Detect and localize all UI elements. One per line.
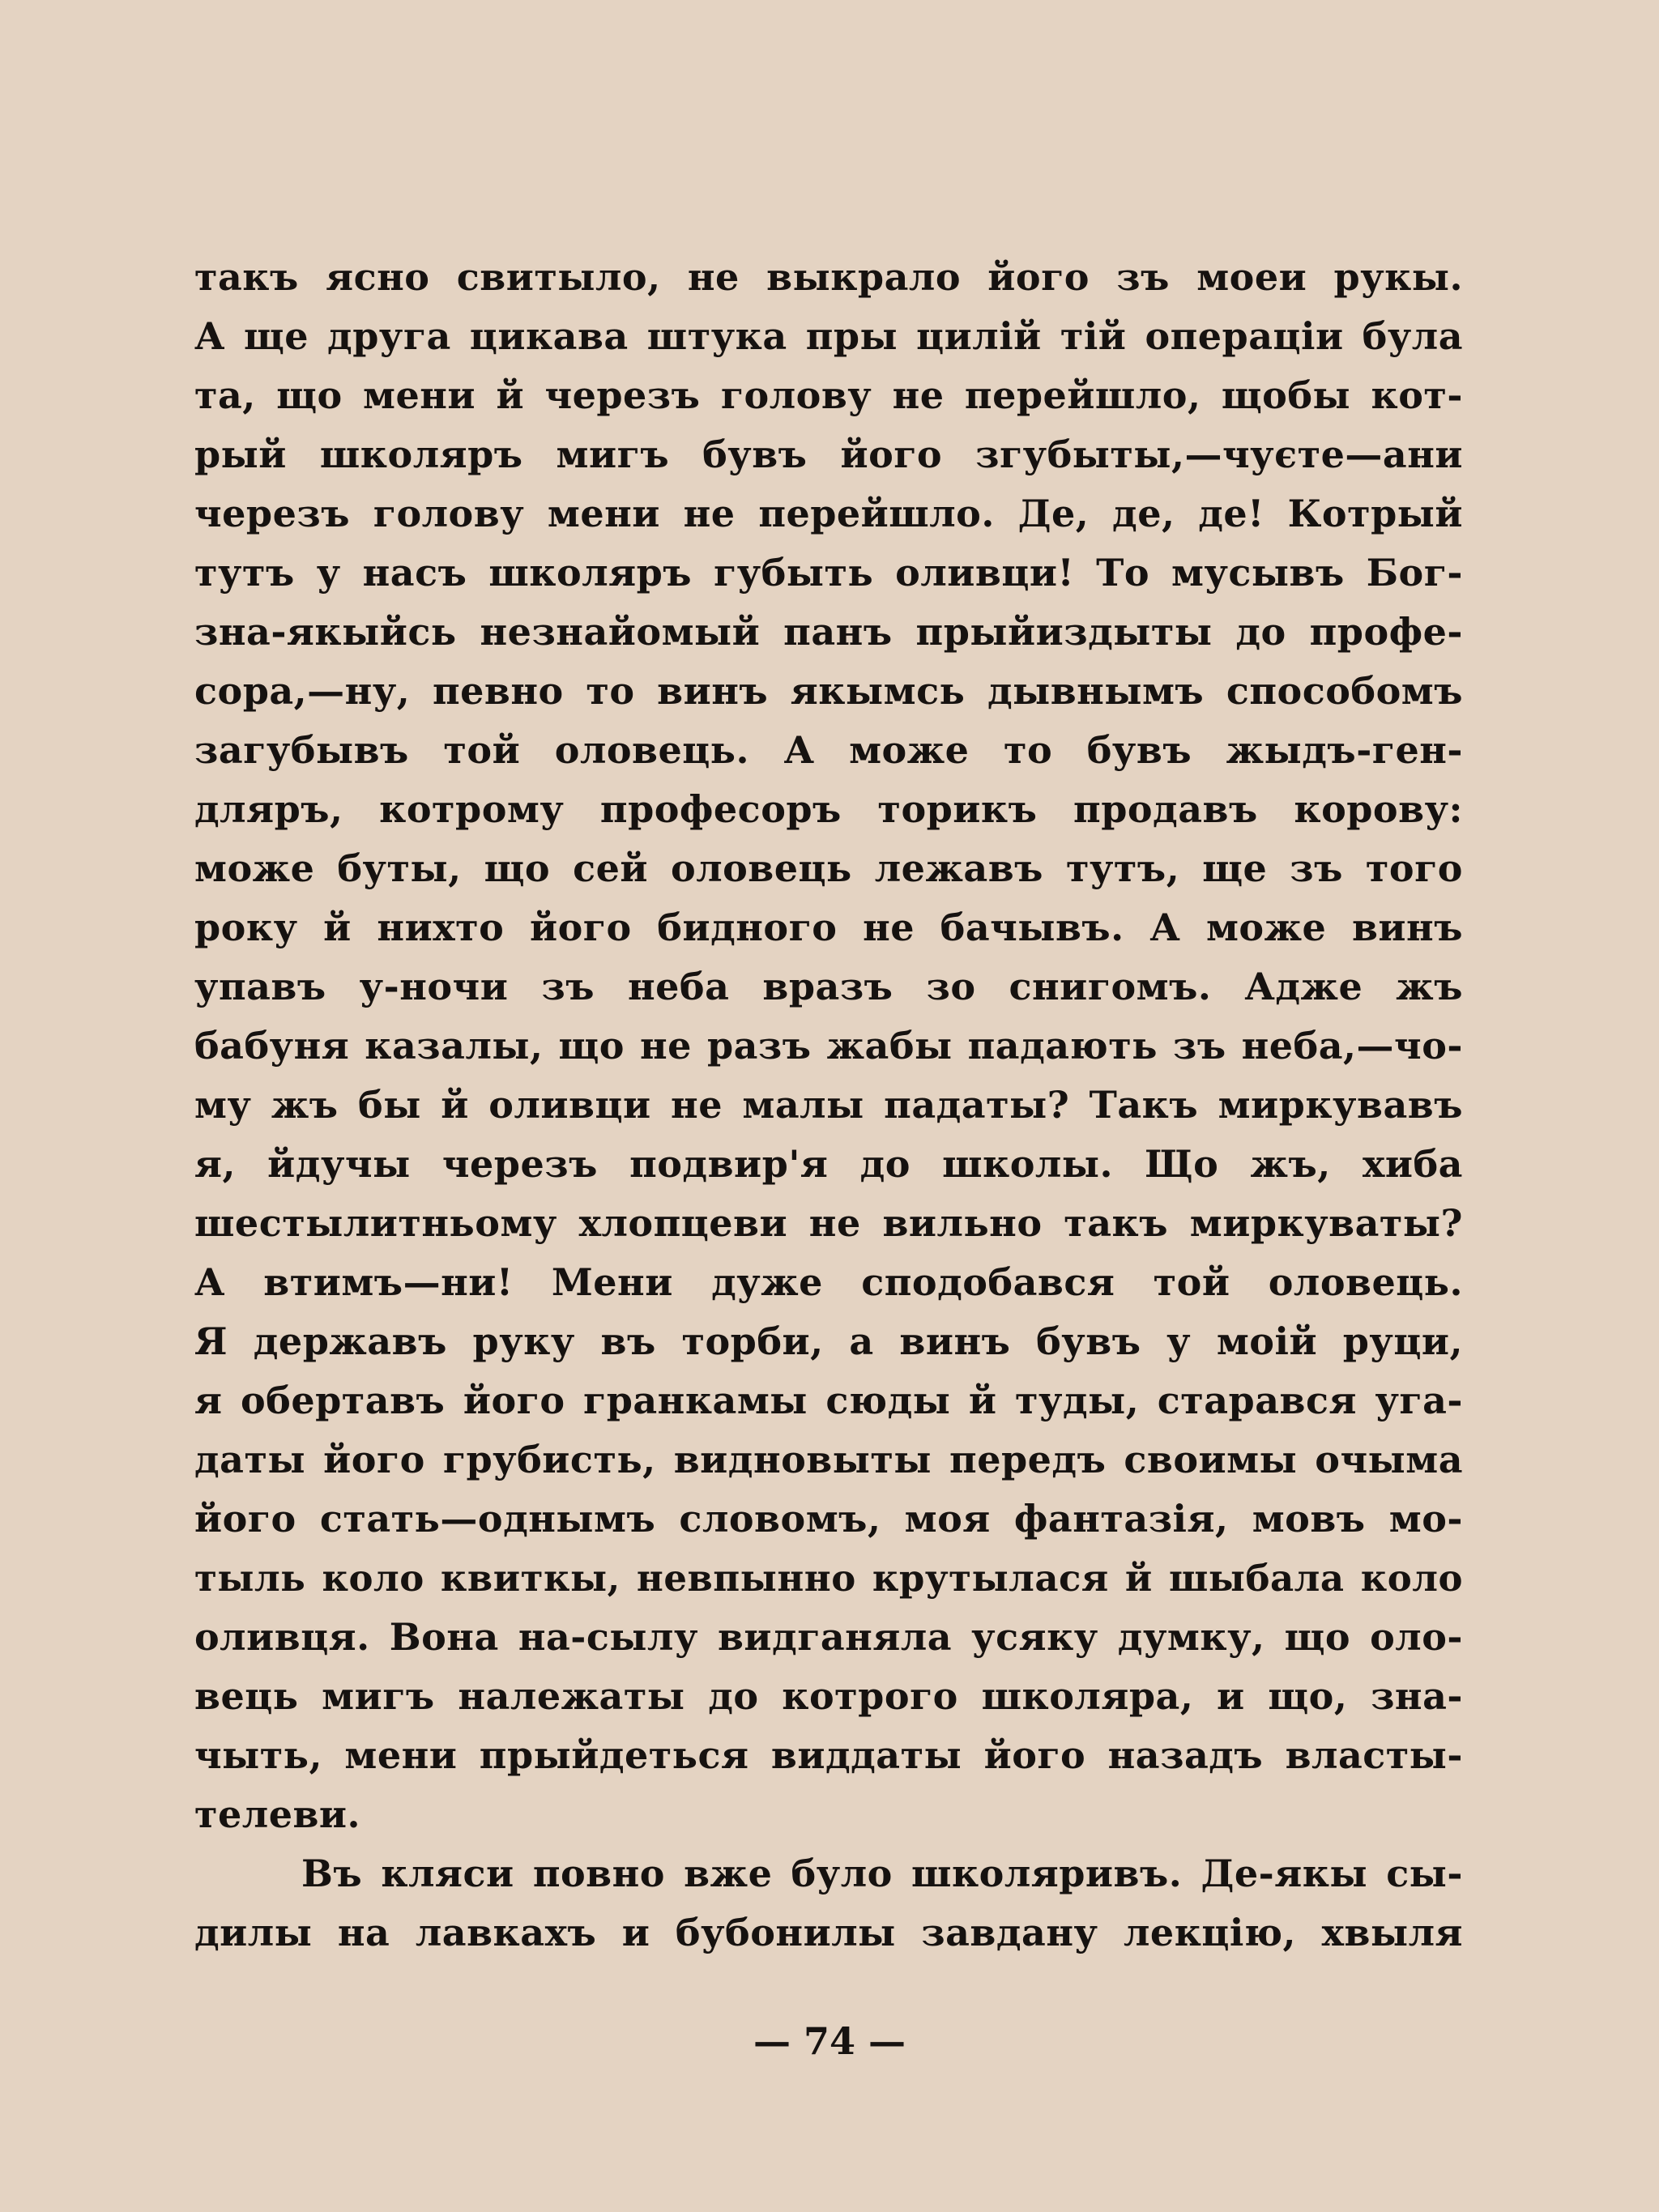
text-line: я обертавъ його гранкамы сюды й туды, старався уга- [194, 1379, 1463, 1422]
text-line: дляръ, котрому професоръ торикъ продавъ корову: [194, 787, 1463, 831]
body-text [194, 248, 1463, 1963]
text-line: му жъ бы й оливци не малы падаты? Такъ миркувавъ [194, 1083, 1463, 1127]
text-line: та, що мени й черезъ голову не перейшло, щобы кот- [194, 373, 1463, 417]
text-line: шестылитньому хлопцеви не вильно такъ миркуваты? [194, 1201, 1463, 1245]
text-line: зна-якыйсь незнайомый панъ прыйиздыты до профе- [194, 610, 1463, 654]
text-line: оливця. Вона на-сылу видганяла усяку думку, що оло- [194, 1615, 1463, 1659]
text-line: тыль коло квиткы, невпынно крутылася й шыбала коло [194, 1557, 1463, 1600]
text-line: чыть, мени прыйдеться виддаты його назадъ власты- [194, 1733, 1463, 1777]
text-line: упавъ у-ночи зъ неба вразъ зо снигомъ. Адже жъ [194, 965, 1463, 1008]
text-line: його стать—однымъ словомъ, моя фантазія, мовъ мо- [194, 1497, 1463, 1541]
text-line: вець мигъ належаты до котрого школяра, и що, зна- [194, 1674, 1463, 1718]
text-line: такъ ясно свитыло, не выкрало його зъ моеи рукы. [194, 255, 1463, 299]
text-line: я, йдучы черезъ подвир'я до школы. Що жъ, хиба [194, 1142, 1463, 1186]
page-number: — 74 — [753, 2019, 906, 2063]
text-line: року й нихто його бидного не бачывъ. А може винъ [194, 906, 1463, 949]
text-line: даты його грубисть, видновыты передъ своимы очыма [194, 1438, 1463, 1481]
text-line: А ще друга цикава штука пры цилій тій операціи була [194, 314, 1463, 358]
text-line: дилы на лавкахъ и бубонилы завдану лекцію, хвыля [194, 1911, 1463, 1954]
text-line: бабуня казалы, що не разъ жабы падають зъ неба,—чо- [194, 1024, 1463, 1068]
text-line: телеви. [194, 1792, 361, 1836]
text-line: черезъ голову мени не перейшло. Де, де, де! Котрый [194, 492, 1463, 535]
text-line: може буты, що сей оловець лежавъ тутъ, ще зъ того [194, 846, 1463, 890]
text-line: сора,—ну, певно то винъ якымсь дывнымъ способомъ [194, 669, 1463, 713]
text-line: загубывъ той оловець. А може то бувъ жыдъ-ген- [194, 728, 1463, 772]
text-line: А втимъ—ни! Мени дуже сподобався той оловець. [194, 1260, 1463, 1304]
text-line: Я державъ руку въ торби, а винъ бувъ у моій руци, [194, 1319, 1463, 1363]
text-line: тутъ у насъ школяръ губыть оливци! То мусывъ Бог- [194, 551, 1463, 595]
paragraph-2 [194, 1844, 1463, 1963]
text-line: Въ кляси повно вже було школяривъ. Де-якы сы- [301, 1852, 1463, 1895]
text-line: рый школяръ мигъ бувъ його згубыты,—чуєте—ани [194, 433, 1463, 476]
paragraph-1 [194, 248, 1463, 1844]
